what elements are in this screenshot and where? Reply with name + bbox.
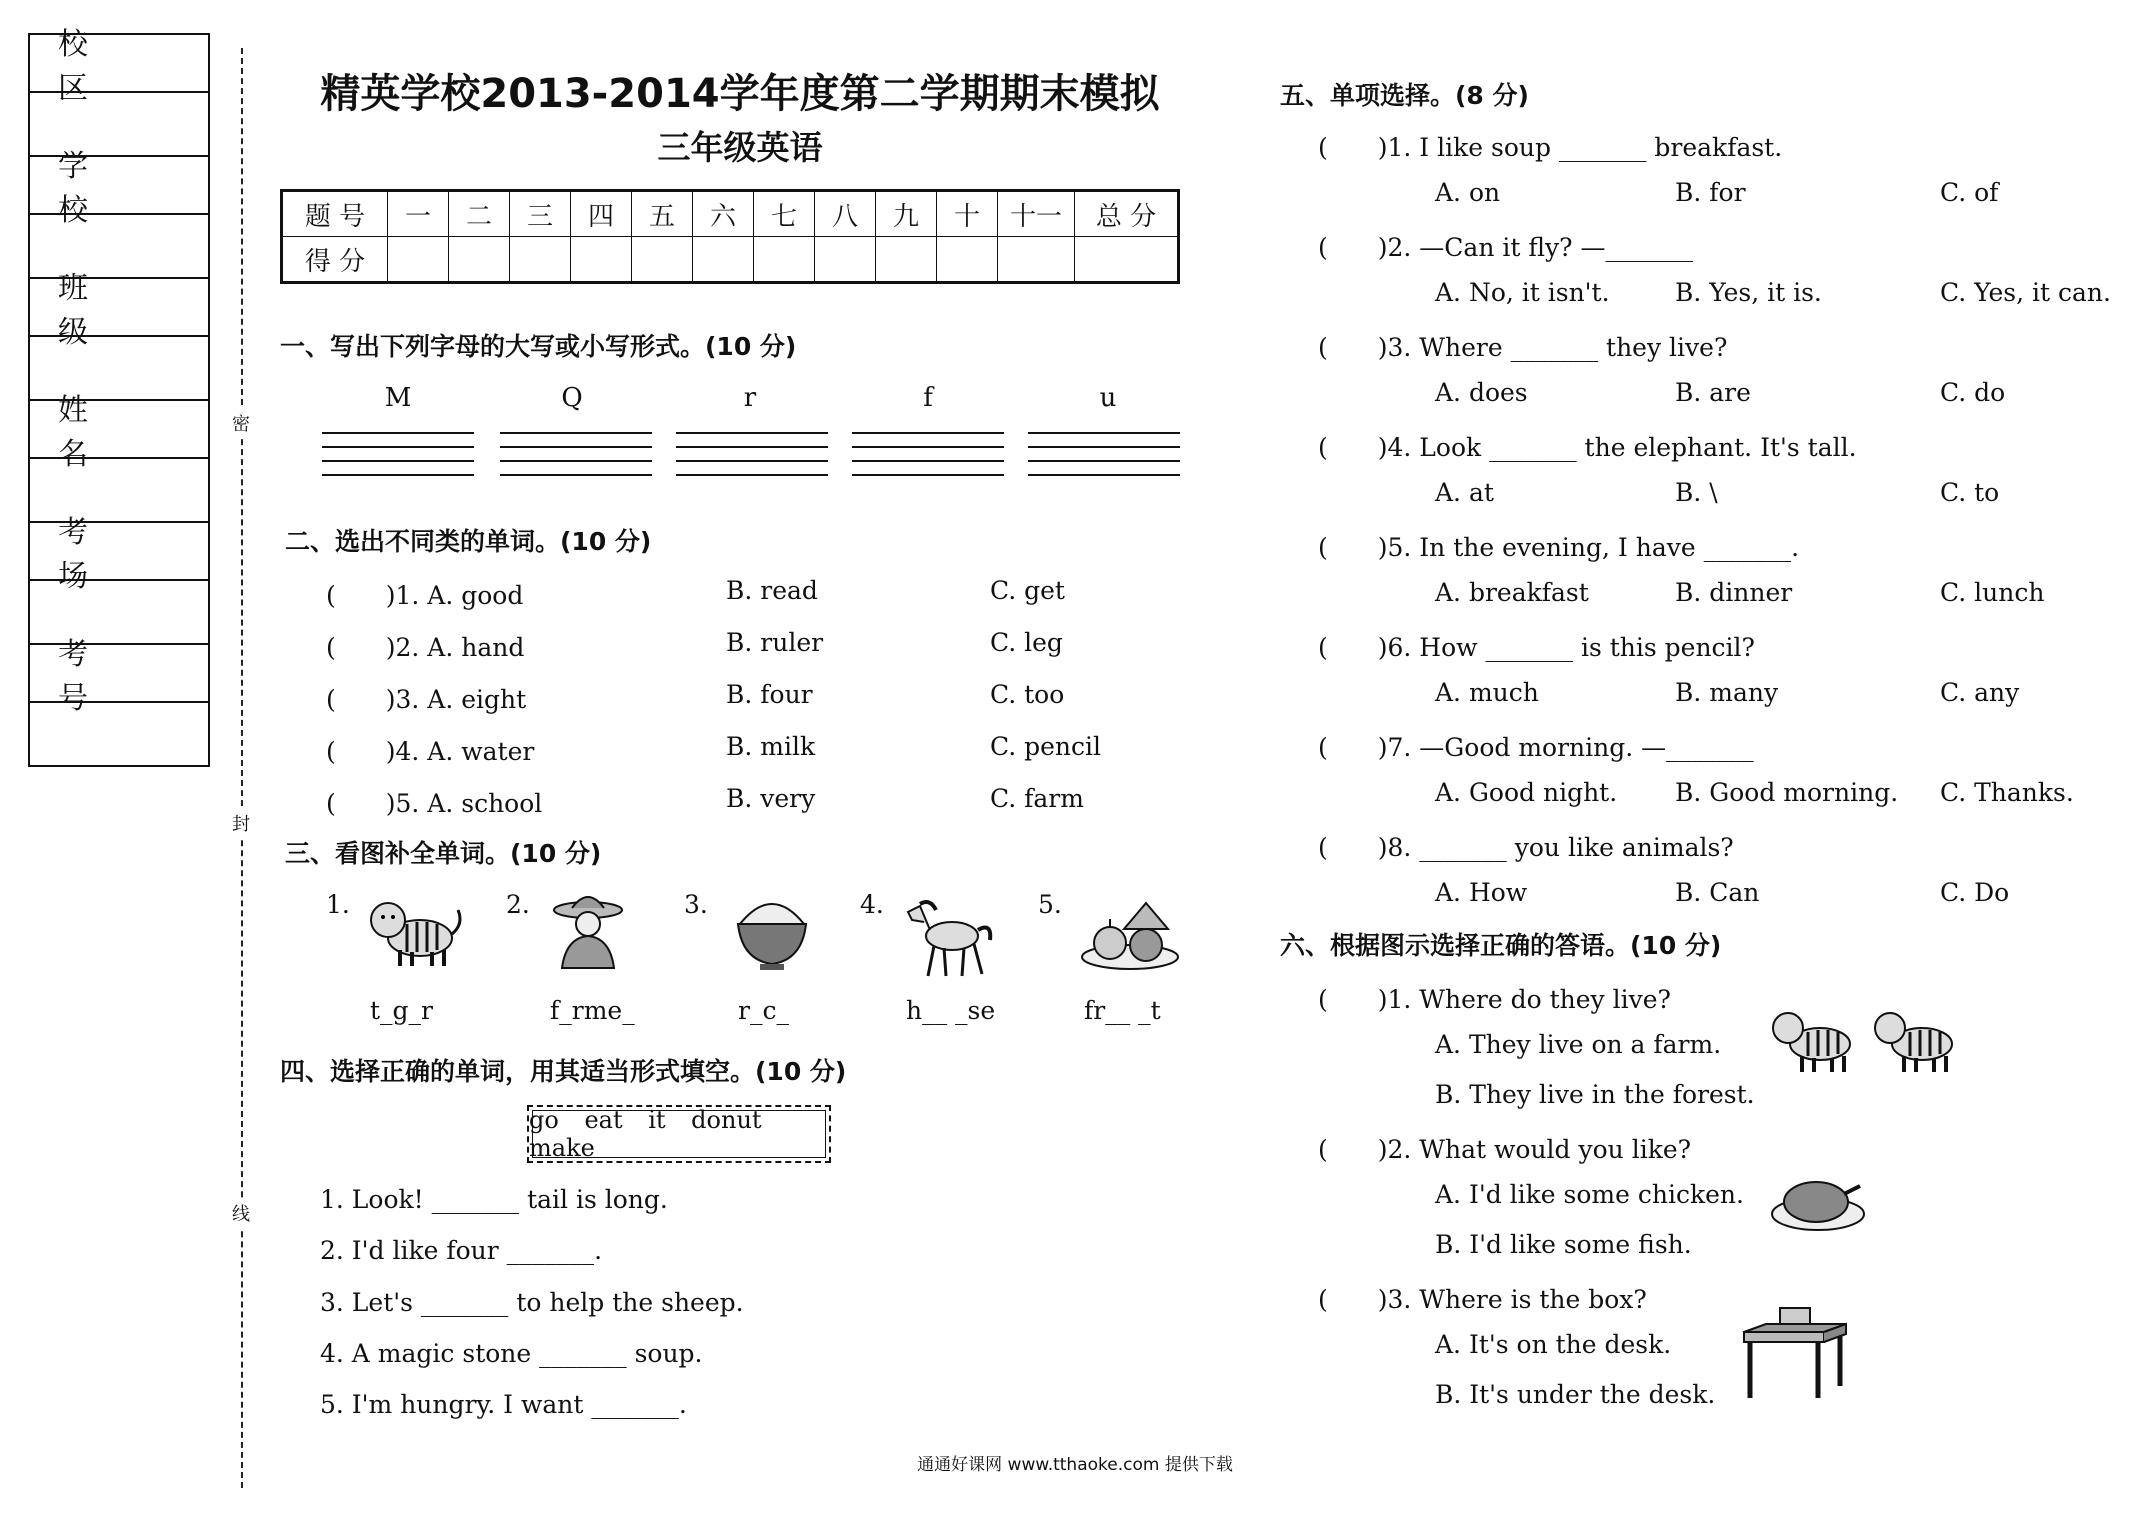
s2-question: ( )4. A. water — [326, 737, 535, 766]
score-cell[interactable] — [449, 237, 510, 283]
info-label: 班 级 — [30, 279, 208, 337]
s2-question: ( )2. A. hand — [326, 633, 525, 662]
s5-question: ( )6. How _______ is this pencil? — [1318, 633, 1755, 662]
s5-option-a: A. How — [1435, 878, 1528, 907]
s6-option-b: B. It's under the desk. — [1435, 1380, 1716, 1409]
score-cell[interactable] — [998, 237, 1075, 283]
s5-option-c: C. to — [1940, 478, 2000, 507]
s2-option-b: B. ruler — [726, 628, 824, 657]
score-cell[interactable] — [388, 237, 449, 283]
seal-line — [241, 48, 243, 1488]
score-cell[interactable] — [1075, 237, 1179, 283]
s5-option-a: A. Good night. — [1435, 778, 1618, 807]
info-label: 校 区 — [30, 35, 208, 93]
letter: M — [384, 383, 412, 413]
s5-question: ( )3. Where _______ they live? — [1318, 333, 1728, 362]
letter: Q — [561, 383, 583, 413]
info-label: 姓 名 — [30, 401, 208, 459]
rice-icon — [734, 890, 810, 974]
chicken-icon — [1770, 1168, 1866, 1234]
s5-option-c: C. lunch — [1940, 578, 2045, 607]
score-table — [280, 189, 1180, 284]
score-header: 六 — [693, 191, 754, 237]
s3-word: fr__ _t — [1084, 996, 1161, 1025]
seal-char: 密 — [232, 408, 250, 438]
score-cell[interactable] — [632, 237, 693, 283]
s5-option-b: B. for — [1675, 178, 1746, 207]
s5-option-b: B. many — [1675, 678, 1779, 707]
s2-option-c: C. pencil — [990, 732, 1102, 761]
info-label: 考 号 — [30, 645, 208, 703]
s6-option-a: A. I'd like some chicken. — [1435, 1180, 1744, 1209]
s2-question: ( )5. A. school — [326, 789, 543, 818]
s3-number: 4. — [860, 890, 884, 919]
score-cell[interactable] — [937, 237, 998, 283]
s2-option-b: B. read — [726, 576, 818, 605]
s5-option-a: A. breakfast — [1435, 578, 1589, 607]
s4-question: 2. I'd like four _______. — [320, 1236, 603, 1265]
score-header: 八 — [815, 191, 876, 237]
section-6-title: 六、根据图示选择正确的答语。(10 分) — [1280, 931, 1722, 960]
score-cell[interactable] — [754, 237, 815, 283]
s5-option-c: C. do — [1940, 378, 2006, 407]
score-row-label: 得 分 — [282, 237, 388, 283]
section-4-title: 四、选择正确的单词，用其适当形式填空。(10 分) — [280, 1057, 847, 1086]
s5-option-b: B. dinner — [1675, 578, 1793, 607]
word-bank: go eat it donut make — [527, 1105, 831, 1163]
s2-question: ( )1. A. good — [326, 581, 524, 610]
s5-question: ( )1. I like soup _______ breakfast. — [1318, 133, 1783, 162]
writing-lines[interactable] — [500, 432, 652, 488]
letter: r — [743, 383, 757, 413]
s5-option-b: B. are — [1675, 378, 1751, 407]
s5-option-c: C. Do — [1940, 878, 2010, 907]
writing-lines[interactable] — [676, 432, 828, 488]
s5-option-c: C. of — [1940, 178, 1999, 207]
s5-option-c: C. any — [1940, 678, 2020, 707]
box-on-desk-icon — [1740, 1302, 1850, 1402]
s4-question: 1. Look! _______ tail is long. — [320, 1185, 668, 1214]
writing-lines[interactable] — [1028, 432, 1180, 488]
page-title: 精英学校2013-2014学年度第二学期期末模拟 — [320, 71, 1160, 117]
s2-option-b: B. very — [726, 784, 816, 813]
letter: f — [923, 383, 933, 413]
info-label: 学 校 — [30, 157, 208, 215]
s6-question: ( )2. What would you like? — [1318, 1135, 1692, 1164]
s5-option-b: B. \ — [1675, 478, 1718, 507]
s5-question: ( )8. _______ you like animals? — [1318, 833, 1734, 862]
s2-option-c: C. get — [990, 576, 1065, 605]
s3-word: f_rme_ — [550, 996, 635, 1025]
score-header: 十一 — [998, 191, 1075, 237]
score-header: 四 — [571, 191, 632, 237]
s5-option-a: A. on — [1435, 178, 1501, 207]
seal-char: 封 — [232, 808, 250, 838]
s6-option-a: A. They live on a farm. — [1435, 1030, 1722, 1059]
s2-option-b: B. milk — [726, 732, 816, 761]
section-5-title: 五、单项选择。(8 分) — [1280, 81, 1529, 110]
s5-option-b: B. Yes, it is. — [1675, 278, 1822, 307]
section-2-title: 二、选出不同类的单词。(10 分) — [285, 527, 652, 556]
s3-word: r_c_ — [738, 996, 789, 1025]
s5-option-c: C. Yes, it can. — [1940, 278, 2111, 307]
farmer-icon — [548, 890, 628, 970]
score-header: 九 — [876, 191, 937, 237]
score-header: 一 — [388, 191, 449, 237]
s2-option-c: C. too — [990, 680, 1065, 709]
s2-option-c: C. leg — [990, 628, 1063, 657]
section-3-title: 三、看图补全单词。(10 分) — [285, 839, 602, 868]
s5-option-c: C. Thanks. — [1940, 778, 2074, 807]
s5-question: ( )2. —Can it fly? —_______ — [1318, 233, 1694, 262]
s3-number: 3. — [684, 890, 708, 919]
s4-question: 5. I'm hungry. I want _______. — [320, 1390, 687, 1419]
letter: u — [1099, 383, 1117, 413]
writing-lines[interactable] — [322, 432, 474, 488]
info-label: 考 场 — [30, 523, 208, 581]
s3-number: 1. — [326, 890, 350, 919]
page-footer: 通通好课网 www.tthaoke.com 提供下载 — [917, 1455, 1233, 1475]
s4-question: 3. Let's _______ to help the sheep. — [320, 1288, 744, 1317]
tiger-icon — [362, 890, 462, 970]
s5-option-a: A. at — [1435, 478, 1494, 507]
score-header: 题 号 — [282, 191, 388, 237]
s5-question: ( )4. Look _______ the elephant. It's tall. — [1318, 433, 1857, 462]
seal-char: 线 — [232, 1198, 250, 1228]
score-header: 总 分 — [1075, 191, 1179, 237]
score-header: 三 — [510, 191, 571, 237]
section-1-title: 一、写出下列字母的大写或小写形式。(10 分) — [280, 332, 797, 361]
horse-icon — [902, 890, 998, 980]
s5-question: ( )7. —Good morning. —_______ — [1318, 733, 1754, 762]
s4-question: 4. A magic stone _______ soup. — [320, 1339, 703, 1368]
s3-number: 5. — [1038, 890, 1062, 919]
student-info-table — [28, 27, 210, 767]
s5-option-a: A. does — [1435, 378, 1528, 407]
score-header: 五 — [632, 191, 693, 237]
s3-number: 2. — [506, 890, 530, 919]
score-header: 二 — [449, 191, 510, 237]
s5-option-a: A. much — [1435, 678, 1539, 707]
s2-option-b: B. four — [726, 680, 813, 709]
writing-lines[interactable] — [852, 432, 1004, 488]
fruit-icon — [1080, 895, 1182, 975]
s6-option-b: B. I'd like some fish. — [1435, 1230, 1692, 1259]
s5-option-b: B. Can — [1675, 878, 1760, 907]
page-subtitle: 三年级英语 — [657, 128, 823, 167]
score-header: 七 — [754, 191, 815, 237]
s6-option-b: B. They live in the forest. — [1435, 1080, 1755, 1109]
s6-option-a: A. It's on the desk. — [1435, 1330, 1672, 1359]
s3-word: h__ _se — [906, 996, 996, 1025]
s3-word: t_g_r — [370, 996, 434, 1025]
score-cell[interactable] — [876, 237, 937, 283]
s2-option-c: C. farm — [990, 784, 1084, 813]
score-cell[interactable] — [510, 237, 571, 283]
s2-question: ( )3. A. eight — [326, 685, 527, 714]
score-cell[interactable] — [693, 237, 754, 283]
s5-question: ( )5. In the evening, I have _______. — [1318, 533, 1800, 562]
s5-option-b: B. Good morning. — [1675, 778, 1899, 807]
s6-question: ( )3. Where is the box? — [1318, 1285, 1647, 1314]
tigers-icon — [1766, 1000, 1966, 1080]
score-cell[interactable] — [815, 237, 876, 283]
score-cell[interactable] — [571, 237, 632, 283]
s5-option-a: A. No, it isn't. — [1435, 278, 1610, 307]
s6-question: ( )1. Where do they live? — [1318, 985, 1671, 1014]
score-header: 十 — [937, 191, 998, 237]
